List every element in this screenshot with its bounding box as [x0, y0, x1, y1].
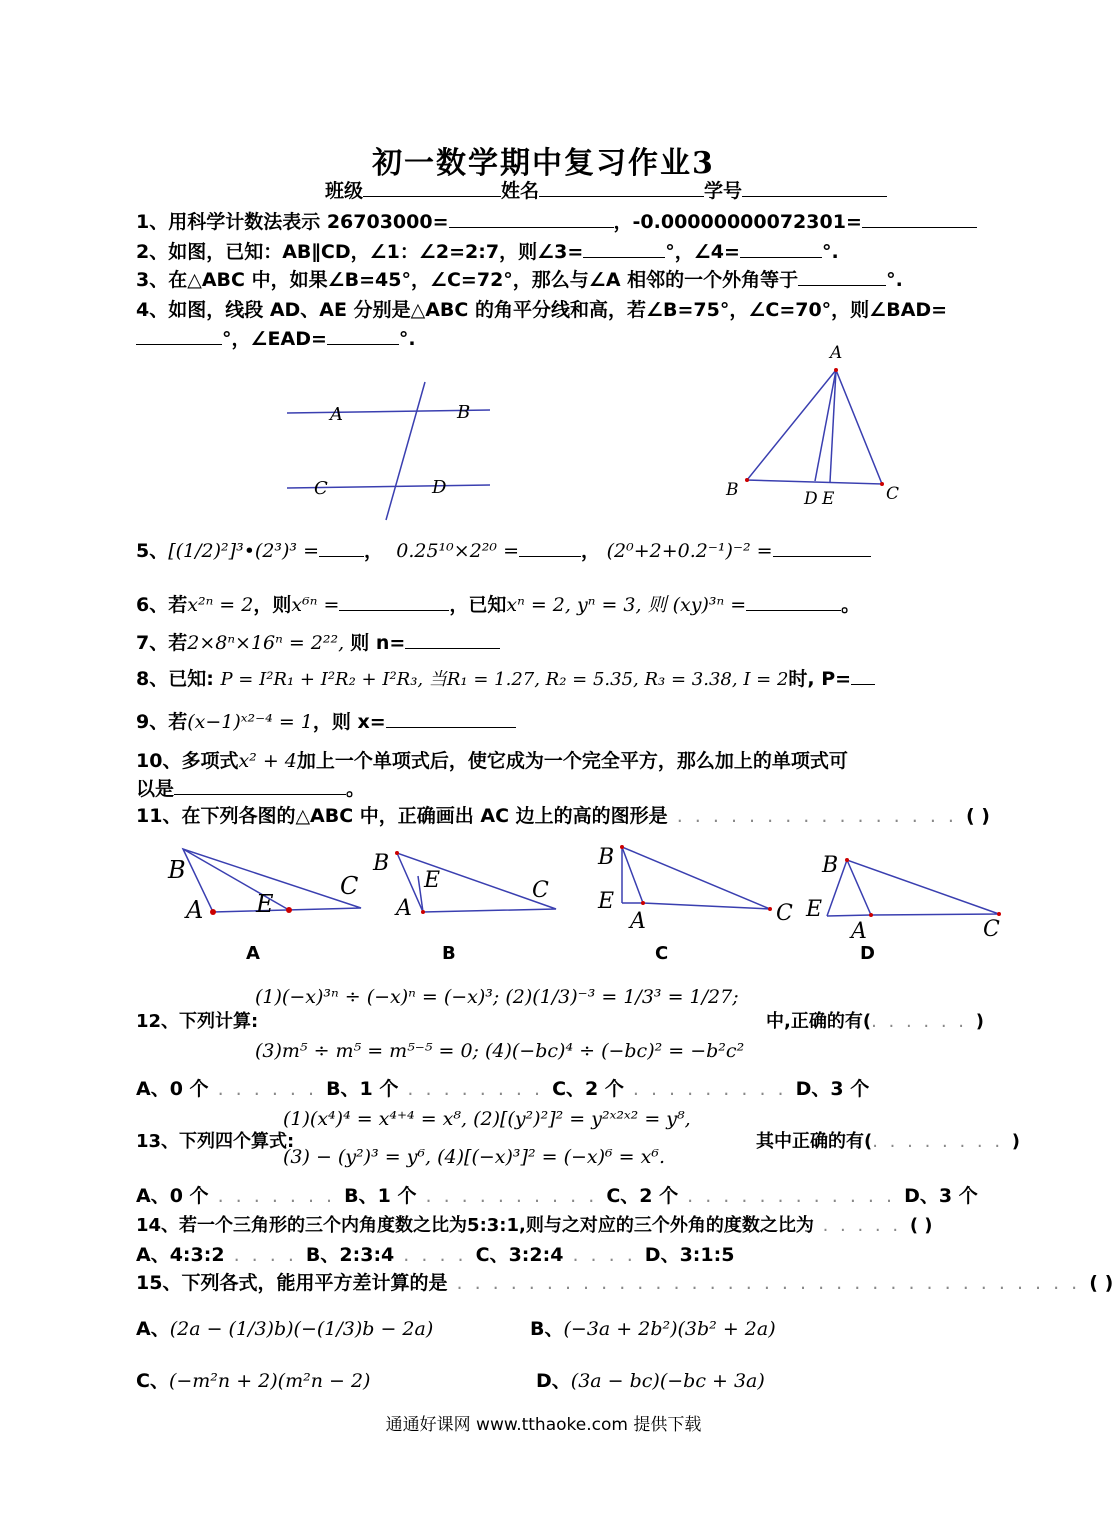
tri-label-c: C [886, 484, 900, 504]
q8-expr: P = I²R₁ + I²R₂ + I²R₃, 当R₁ = 1.27, R₂ = 5.35, R₃ = 3.38, I = 2 [220, 669, 789, 690]
q12-options: A、0 个 . . . . . . B、1 个 . . . . . . . . C、2 个 . . . . . . . . . D、3 个 [136, 1078, 870, 1100]
q4-text-2: °，∠EAD= [222, 328, 327, 350]
q9-text: 9、若 [136, 711, 188, 733]
tri-label-a: A [830, 343, 843, 363]
q12-close-paren[interactable]: ) [975, 1011, 984, 1032]
q5-expr-2: 0.25¹⁰×2²⁰ = [396, 540, 519, 562]
q10-text-3: 以是 [136, 778, 175, 800]
question-6 [136, 590, 860, 617]
q11a-label-c: C [340, 872, 359, 900]
question-5: 5、[(1/2)²]³•(2³)³ = ， 0.25¹⁰×2²⁰ = ， (2⁰+2+0.2⁻¹)⁻² = [136, 536, 871, 563]
q11a-point-e [286, 907, 292, 913]
q12-option-a[interactable]: A、0 个 [136, 1078, 209, 1100]
q11c-label-a: A [630, 909, 646, 934]
q11a-label-e: E [256, 890, 274, 918]
q11d-label-c: C [983, 917, 1000, 942]
q14-option-d[interactable]: D、3:1:5 [644, 1244, 735, 1266]
question-11: 11、在下列各图的△ABC 中，正确画出 AC 边上的高的图形是 . . . . . . . . . . . . . . . . ( ) [136, 805, 990, 827]
q4-text: 4、如图，线段 AD、AE 分别是△ABC 的角平分线和高，若∠B=75°，∠C=70°，则∠BAD= [136, 299, 948, 321]
q15-option-d-row[interactable] [536, 1366, 765, 1393]
q11b-label-e: E [424, 868, 441, 893]
q9-blank[interactable] [386, 707, 516, 728]
q6-expr-3: xⁿ = 2, yⁿ = 3, 则 (xy)³ⁿ = [506, 594, 747, 616]
q11-option-c[interactable]: C [655, 943, 669, 964]
q11-option-d[interactable]: D [860, 943, 875, 964]
q5-blank-1[interactable] [319, 536, 364, 557]
q13-tail-text: 其中正确的有( [756, 1131, 873, 1152]
q13-label: 13、下列四个算式: [136, 1131, 295, 1152]
q11-option-a[interactable]: A [246, 943, 260, 964]
q6-expr-2: x⁶ⁿ = [291, 594, 340, 616]
q15-option-c-label: C、 [136, 1370, 169, 1392]
q11d-point-a [869, 913, 873, 917]
q11a-point-a [210, 909, 216, 915]
q2-text-2: °，∠4= [665, 241, 740, 263]
q11-option-b[interactable]: B [442, 943, 456, 964]
q14-option-a[interactable]: A、4:3:2 [136, 1244, 225, 1266]
q10-blank[interactable] [174, 774, 346, 795]
q6-text-4: 。 [841, 594, 861, 616]
q8-text-2: 时, P= [788, 668, 852, 690]
label-a: A [330, 404, 343, 425]
q8-text: 8、已知: [136, 668, 214, 690]
q7-blank[interactable] [405, 628, 500, 649]
q6-text: 6、若 [136, 594, 188, 616]
q6-text-2: ，则 [253, 594, 292, 616]
q3-text: 3、在△ABC 中，如果∠B=45°，∠C=72°，那么与∠A 相邻的一个外角等于 [136, 269, 799, 291]
q11-text: 11、在下列各图的△ABC 中，正确画出 AC 边上的高的图形是 [136, 805, 668, 827]
q11c-point-c [768, 907, 772, 911]
q11a-label-b: B [168, 856, 186, 884]
q11c-triangle [622, 847, 770, 909]
q15-option-d-label: D、 [536, 1370, 571, 1392]
question-8 [136, 664, 875, 691]
q2-text: 2、如图，已知：AB∥CD，∠1：∠2=2:7，则∠3= [136, 241, 584, 263]
q5-blank-3[interactable] [773, 536, 871, 557]
q2-text-3: °. [821, 241, 839, 263]
page-footer: 通通好课网 www.tthaoke.com 提供下载 [385, 1415, 702, 1435]
question-14: 14、若一个三角形的三个内角度数之比为5:3:1,则与之对应的三个外角的度数之比为 . . . . . ( ) [136, 1215, 933, 1236]
q13-option-b[interactable]: B、1 个 [344, 1185, 417, 1207]
q11-figure-d [805, 853, 1001, 944]
parallel-lines-figure [287, 382, 490, 520]
q14-option-c[interactable]: C、3:2:4 [475, 1244, 564, 1266]
q12-line-2: (3)m⁵ ÷ m⁵ = m⁵⁻⁵ = 0; (4)(−bc)⁴ ÷ (−bc)² = −b²c² [255, 1040, 745, 1062]
q3-text-2: °. [886, 269, 903, 291]
q12-option-d[interactable]: D、3 个 [795, 1078, 870, 1100]
q7-expr: 2×8ⁿ×16ⁿ = 2²², [187, 632, 351, 654]
q13-close-paren[interactable]: ) [1011, 1131, 1021, 1152]
tri-label-b: B [726, 480, 739, 500]
question-10-cont [136, 774, 365, 801]
q10-text: 10、多项式 [136, 750, 239, 772]
q6-blank-2[interactable] [746, 590, 841, 611]
q14-option-b[interactable]: B、2:3:4 [305, 1244, 395, 1266]
q11c-label-c: C [776, 901, 793, 926]
page-title: 初一数学期中复习作业3 [372, 146, 715, 181]
q5-expr-1: [(1/2)²]³•(2³)³ = [168, 540, 320, 562]
question-15: 15、下列各式，能用平方差计算的是 . . . . . . . . . . . . . . . . . . . . . . . . . . . . . . . . . . . ( ) [136, 1272, 1113, 1294]
q15-option-c: (−m²n + 2)(m²n − 2) [168, 1370, 371, 1392]
q12-option-b[interactable]: B、1 个 [326, 1078, 399, 1100]
q11b-label-c: C [532, 878, 549, 903]
q11d-point-c [997, 912, 1001, 916]
q6-blank-1[interactable] [339, 590, 449, 611]
q13-options: A、0 个 . . . . . . . B、1 个 . . . . . . . . . . C、2 个 . . . . . . . . . . . . D、3 个 [136, 1185, 978, 1207]
q1-text-2: ，-0.00000000072301= [613, 211, 862, 233]
q5-blank-2[interactable] [519, 536, 581, 557]
q15-option-a-label: A、 [136, 1318, 170, 1340]
q15-option-d: (3a − bc)(−bc + 3a) [570, 1370, 765, 1392]
label-d: D [432, 477, 447, 498]
q15-option-b-label: B、 [530, 1318, 564, 1340]
question-10 [136, 746, 848, 773]
q1-text: 1、用科学计数法表示 26703000= [136, 211, 449, 233]
point-b [745, 478, 749, 482]
q12-tail-text: 中,正确的有( [766, 1011, 872, 1032]
q6-expr-1: x²ⁿ = 2 [187, 594, 254, 616]
q6-text-3: ，已知 [449, 594, 507, 616]
q15-option-a: (2a − (1/3)b)(−(1/3)b − 2a) [169, 1318, 434, 1340]
label-b: B [457, 402, 471, 423]
q11d-label-a: A [851, 919, 867, 944]
q11c-label-b: B [598, 845, 615, 870]
q11-figure-a [167, 849, 361, 924]
q9-text-2: ，则 x= [312, 711, 386, 733]
triangle-figure [725, 343, 899, 509]
point-a [834, 368, 838, 372]
q15-option-b: (−3a + 2b²)(3b² + 2a) [563, 1318, 776, 1340]
q13-option-a[interactable]: A、0 个 [136, 1185, 209, 1207]
q15-option-a-row[interactable] [136, 1314, 433, 1341]
class-label: 班级 [325, 180, 364, 202]
q14-text: 14、若一个三角形的三个内角度数之比为5:3:1,则与之对应的三个外角的度数之比为 [136, 1215, 814, 1236]
q15-option-b-row[interactable] [530, 1314, 776, 1341]
q10-expr: x² + 4 [238, 750, 297, 772]
q15-text: 15、下列各式，能用平方差计算的是 [136, 1272, 448, 1294]
q10-text-2: 加上一个单项式后，使它成为一个完全平方，那么加上的单项式可 [296, 750, 848, 772]
q5-expr-3: (2⁰+2+0.2⁻¹)⁻² = [606, 540, 773, 562]
q11-answer-paren[interactable]: ( ) [966, 805, 990, 827]
q12-tail: 中,正确的有(. . . . . . ) [766, 1011, 984, 1032]
tri-label-d: D [804, 489, 818, 509]
transversal-line [386, 382, 425, 520]
q11b-point-b [395, 851, 399, 855]
q15-option-c-row[interactable] [136, 1366, 370, 1393]
q4-text-3: °. [398, 328, 416, 350]
question-9 [136, 707, 516, 734]
q12-label: 12、下列计算: [136, 1011, 259, 1032]
q13-option-d[interactable]: D、3 个 [904, 1185, 978, 1207]
q11c-label-e: E [598, 889, 615, 914]
q7-text-2: 则 n= [350, 632, 406, 654]
q11a-label-a: A [186, 896, 204, 924]
q11b-point-a [421, 910, 425, 914]
q7-text: 7、若 [136, 632, 188, 654]
point-c [880, 482, 884, 486]
q11c-point-a [641, 901, 645, 905]
q11d-point-b [845, 858, 849, 862]
q11b-label-a: A [396, 896, 412, 921]
q13-line-1: (1)(x⁴)⁴ = x⁴⁺⁴ = x⁸, (2)[(y²)²]² = y²ˣ²ˣ² = y⁸, [283, 1108, 691, 1130]
q11c-point-b [620, 845, 624, 849]
question-7 [136, 628, 500, 655]
q11d-triangle [847, 860, 999, 915]
q11d-extension [827, 915, 871, 916]
q11d-label-b: B [822, 853, 839, 878]
q11-figure-b [372, 851, 556, 921]
q14-answer-paren[interactable]: ( ) [909, 1215, 933, 1236]
q11-figure-c [597, 845, 793, 934]
q15-answer-paren[interactable]: ( ) [1089, 1272, 1113, 1294]
q9-expr: (x−1)ˣ²⁻⁴ = 1 [187, 711, 313, 733]
tri-label-e: E [822, 489, 835, 509]
q12-line-1: (1)(−x)³ⁿ ÷ (−x)ⁿ = (−x)³; (2)(1/3)⁻³ = 1/3³ = 1/27; [255, 986, 739, 1008]
q12-option-c[interactable]: C、2 个 [552, 1078, 624, 1100]
q11d-label-e: E [806, 897, 823, 922]
q13-tail: 其中正确的有(. . . . . . . . ) [756, 1131, 1021, 1152]
q8-blank[interactable] [851, 664, 875, 685]
q14-options: A、4:3:2 . . . . B、2:3:4 . . . . C、3:2:4 . . . . D、3:1:5 [136, 1244, 735, 1266]
triangle-abc [747, 370, 882, 484]
q13-option-c[interactable]: C、2 个 [606, 1185, 679, 1207]
q13-line-2: (3) − (y²)³ = y⁶, (4)[(−x)³]² = (−x)⁶ = x⁶. [283, 1146, 666, 1168]
q10-text-4: 。 [346, 778, 366, 800]
id-label: 学号 [704, 180, 743, 202]
q11b-label-b: B [373, 851, 390, 876]
name-label: 姓名 [501, 180, 540, 202]
label-c: C [314, 478, 328, 499]
q5-num: 5、 [136, 540, 169, 562]
